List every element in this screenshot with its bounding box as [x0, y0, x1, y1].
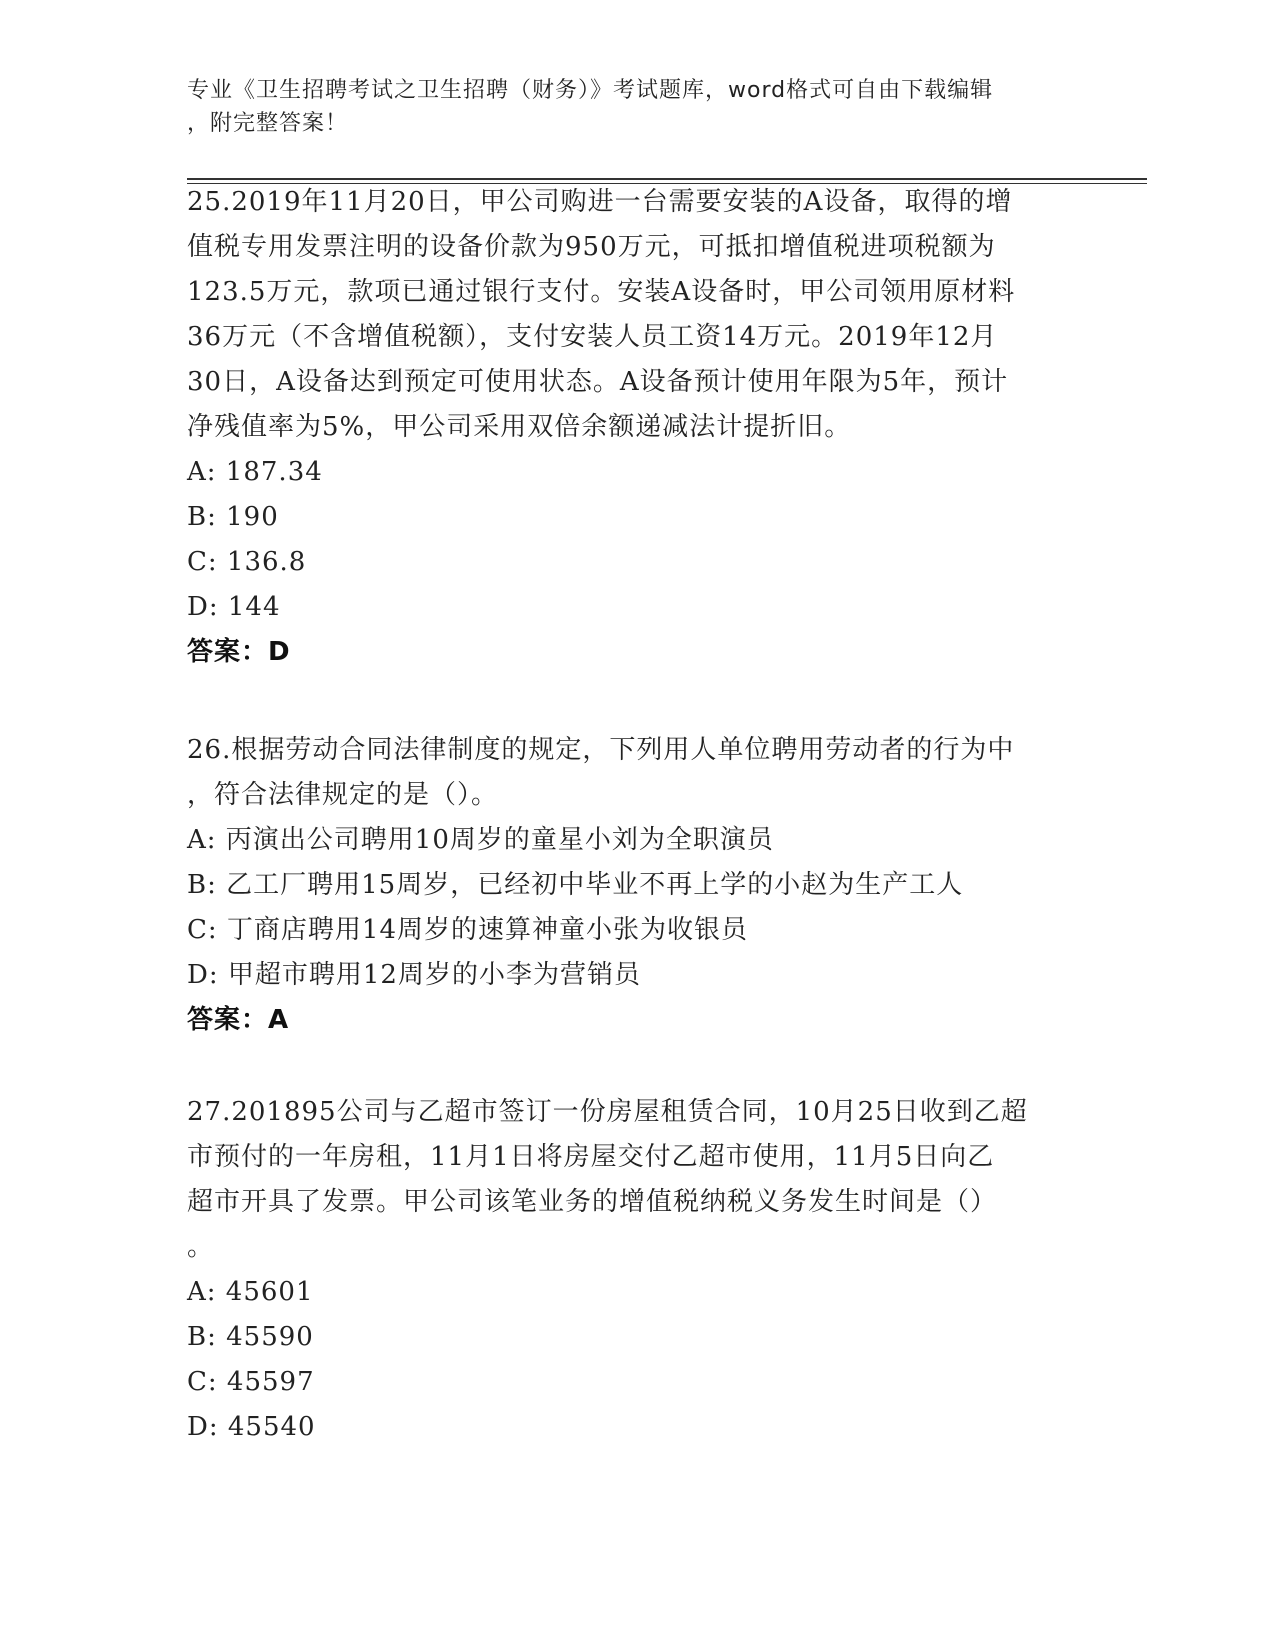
answer-label: 答案：D	[187, 637, 291, 667]
question-26	[187, 728, 1087, 1043]
option-d: D: 甲超市聘用12周岁的小李为营销员	[187, 960, 641, 990]
header-line-2: ，附完整答案！	[187, 111, 349, 136]
option-a: A: 187.34	[187, 457, 323, 487]
header-line-1: 专业《卫生招聘考试之卫生招聘（财务）》考试题库，word格式可自由下载编辑	[187, 78, 994, 103]
option-a: A: 45601	[187, 1277, 314, 1307]
answer-label: 答案：A	[187, 1005, 290, 1035]
question-27	[187, 1090, 1087, 1450]
option-b: B: 乙工厂聘用15周岁，已经初中毕业不再上学的小赵为生产工人	[187, 870, 964, 900]
question-text-line: 值税专用发票注明的设备价款为950万元，可抵扣增值税进项税额为	[187, 232, 996, 262]
question-text-line: 30日，A设备达到预定可使用状态。A设备预计使用年限为5年，预计	[187, 367, 1009, 397]
option-d: D: 144	[187, 592, 281, 622]
document-page	[187, 0, 1147, 1650]
question-text-line: 27.201895公司与乙超市签订一份房屋租赁合同，10月25日收到乙超	[187, 1097, 1028, 1127]
option-c: C: 136.8	[187, 547, 307, 577]
question-25	[187, 180, 1087, 675]
question-text-line: 超市开具了发票。甲公司该笔业务的增值税纳税义务发生时间是（）	[187, 1187, 998, 1217]
option-d: D: 45540	[187, 1412, 316, 1442]
question-text-line: 净残值率为5%，甲公司采用双倍余额递减法计提折旧。	[187, 412, 852, 442]
option-b: B: 190	[187, 502, 279, 532]
question-text-line: 26.根据劳动合同法律制度的规定，下列用人单位聘用劳动者的行为中	[187, 735, 1015, 765]
question-text-line: 市预付的一年房租，11月1日将房屋交付乙超市使用，11月5日向乙	[187, 1142, 995, 1172]
question-text-line: 25.2019年11月20日，甲公司购进一台需要安装的A设备，取得的增	[187, 187, 1013, 217]
question-text-line: 。	[187, 1232, 215, 1262]
option-b: B: 45590	[187, 1322, 314, 1352]
option-c: C: 45597	[187, 1367, 315, 1397]
question-text-line: 123.5万元，款项已通过银行支付。安装A设备时，甲公司领用原材料	[187, 277, 1016, 307]
question-text-line: 36万元（不含增值税额），支付安装人员工资14万元。2019年12月	[187, 322, 998, 352]
option-c: C: 丁商店聘用14周岁的速算神童小张为收银员	[187, 915, 749, 945]
option-a: A: 丙演出公司聘用10周岁的童星小刘为全职演员	[187, 825, 774, 855]
question-text-line: ，符合法律规定的是（）。	[187, 780, 499, 810]
document-header	[187, 74, 1067, 140]
